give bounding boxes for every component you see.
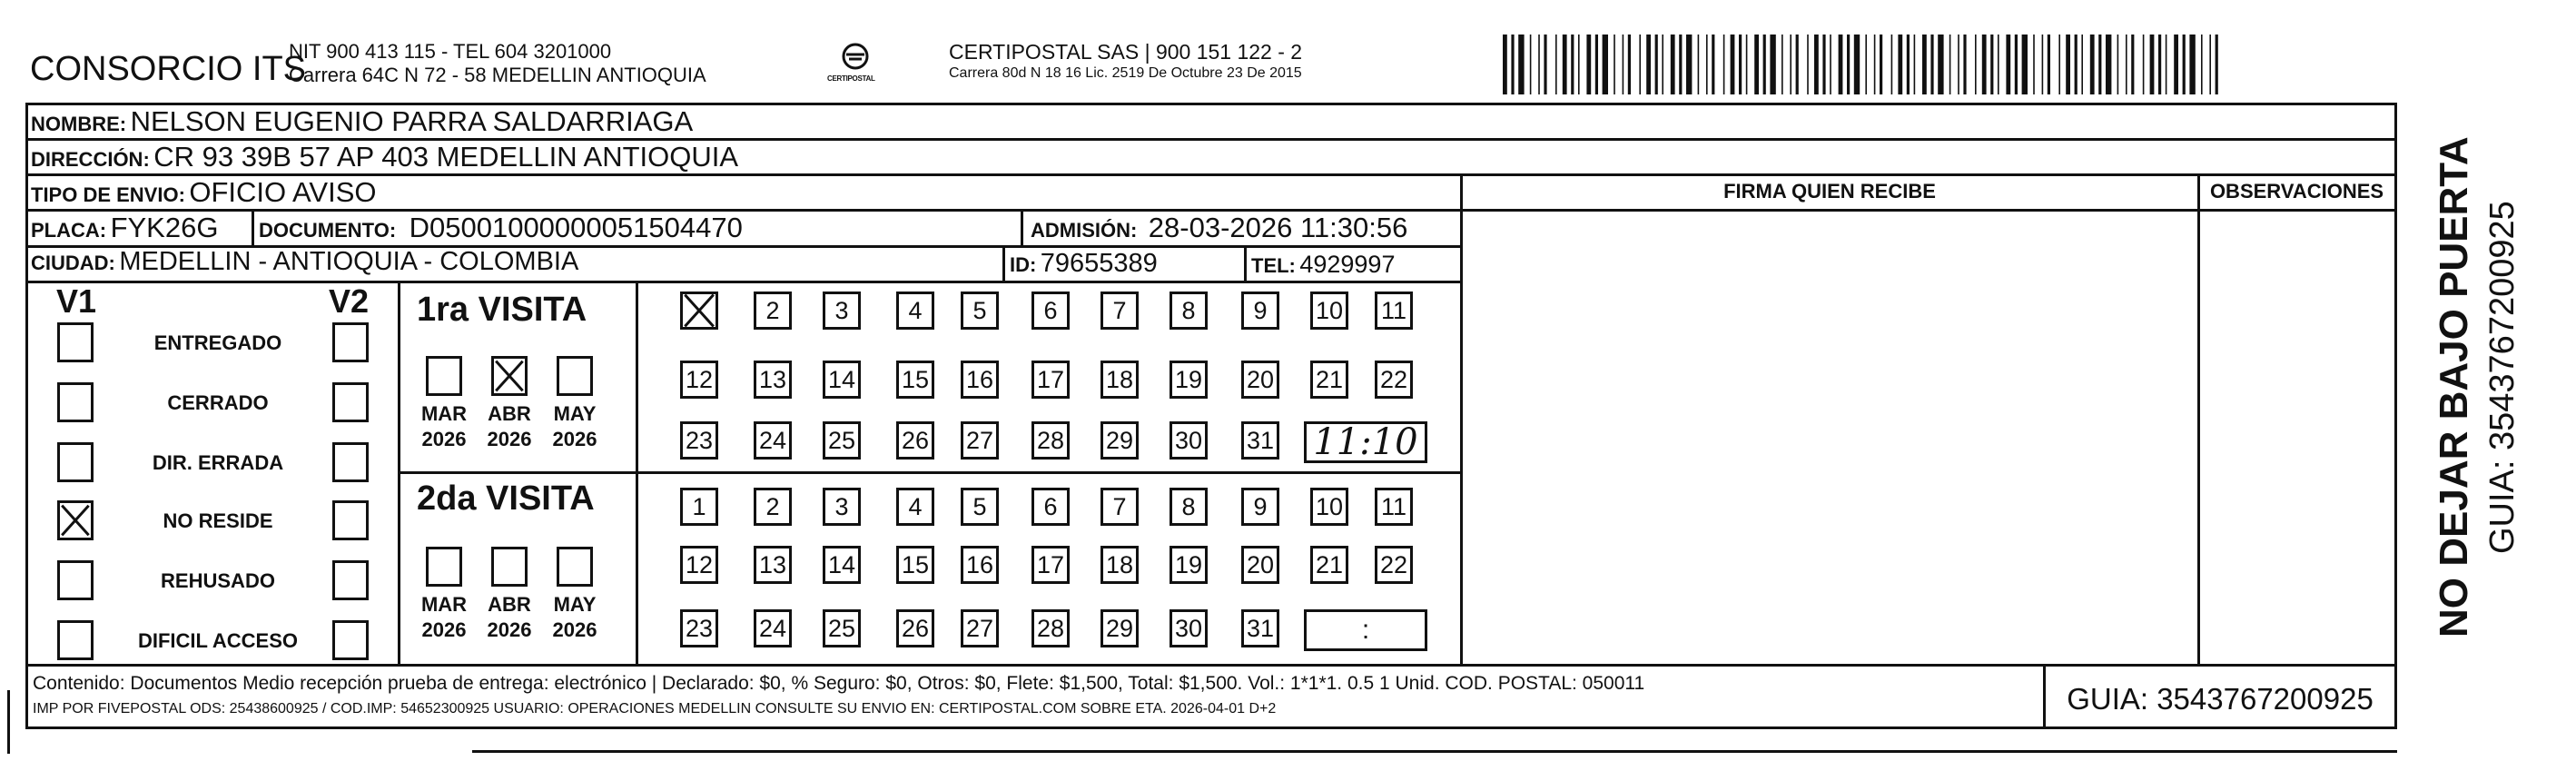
visit2-day-box[interactable] [961, 546, 999, 584]
visit1-day-box[interactable] [1031, 421, 1070, 460]
name-label: NOMBRE: [31, 113, 127, 135]
visit2-day-number: 10 [1315, 492, 1344, 520]
visit2-day-number: 14 [827, 550, 856, 578]
company-nit: NIT 900 413 115 - TEL 604 3201000 [289, 40, 612, 63]
certipostal-logo [827, 38, 880, 87]
visit2-month-checkbox[interactable] [491, 547, 528, 587]
document-label: DOCUMENTO: [259, 219, 397, 242]
visit1-day-number: 10 [1315, 296, 1344, 324]
visit1-day-box[interactable] [680, 292, 718, 330]
status-label: ENTREGADO [153, 331, 282, 354]
visit2-day-box[interactable] [1031, 609, 1070, 647]
visit1-day-number: 24 [758, 426, 787, 454]
v2-checkbox[interactable] [332, 620, 369, 660]
visit2-day-box[interactable] [754, 609, 792, 647]
visit2-day-number: 4 [908, 492, 923, 520]
visit1-day-number: 5 [972, 296, 987, 324]
city-row [31, 247, 578, 277]
visit1-day-number: 15 [901, 365, 930, 393]
carrier-address: Carrera 80d N 18 16 Lic. 2519 De Octubre 23 De 2015 [949, 65, 1302, 81]
signature-area[interactable] [1464, 212, 2196, 662]
shipment-type: OFICIO AVISO [189, 176, 377, 208]
recipient-name: NELSON EUGENIO PARRA SALDARRIAGA [130, 105, 694, 137]
visit2-day-number: 19 [1174, 550, 1203, 578]
visit1-day-number: 30 [1174, 426, 1203, 454]
visit2-day-number: 12 [685, 550, 714, 578]
visit1-day-number: 25 [827, 426, 856, 454]
visit2-day-box[interactable] [1100, 546, 1139, 584]
address-row [31, 141, 738, 173]
visit2-day-box[interactable] [1310, 488, 1348, 526]
v2-checkbox[interactable] [332, 500, 369, 540]
visit1-day-number: 16 [965, 365, 994, 393]
v1-header: V1 [56, 282, 97, 320]
visit2-day-box[interactable] [680, 546, 718, 584]
barcode [1501, 35, 2223, 94]
visit2-day-box[interactable] [1031, 546, 1070, 584]
recipient-address: CR 93 39B 57 AP 403 MEDELLIN ANTIOQUIA [153, 141, 739, 173]
visit2-day-number: 9 [1253, 492, 1268, 520]
visit1-day-number: 6 [1043, 296, 1058, 324]
logo-caption: CERTIPOSTAL [827, 74, 875, 83]
visit2-day-number: 2 [765, 492, 780, 520]
visit1-month-label: MAR 2026 [420, 402, 468, 450]
visit2-month-checkbox[interactable] [426, 547, 462, 587]
visit1-day-box[interactable] [1375, 292, 1413, 330]
visit2-day-box[interactable] [1375, 488, 1413, 526]
visit2-day-box[interactable] [1310, 546, 1348, 584]
visit1-day-box[interactable] [1031, 292, 1070, 330]
visit2-day-box[interactable] [1375, 546, 1413, 584]
v2-checkbox[interactable] [332, 322, 369, 362]
visit1-month-label: ABR 2026 [487, 402, 532, 450]
visit2-day-number: 27 [965, 614, 994, 642]
visit2-day-number: 6 [1043, 492, 1058, 520]
visit2-day-box[interactable] [896, 488, 934, 526]
plate-value: FYK26G [110, 212, 219, 243]
visit1-day-number: 7 [1112, 296, 1127, 324]
visit1-day-box[interactable] [1310, 292, 1348, 330]
v2-checkbox[interactable] [332, 560, 369, 600]
visit2-day-number: 7 [1112, 492, 1127, 520]
side-warning: NO DEJAR BAJO PUERTA [2432, 136, 2476, 637]
visit2-day-box[interactable] [1241, 546, 1279, 584]
visit2-day-box[interactable] [1100, 488, 1139, 526]
visit2-day-box[interactable] [754, 488, 792, 526]
visit1-day-number: 17 [1036, 365, 1065, 393]
footer-print-info: IMP POR FIVEPOSTAL ODS: 25438600925 / COD.IMP: 54652300925 USUARIO: OPERACIONES MEDELLIN CONSULTE SU ENVIO EN: CERTIPOSTAL.COM SOBRE ETA. 2026-04-01 D+2 [33, 701, 1277, 717]
visit2-day-number: 1 [692, 492, 706, 520]
visit1-day-number: 18 [1105, 365, 1134, 393]
visit2-day-number: 31 [1246, 614, 1275, 642]
visit1-day-box[interactable] [1241, 292, 1279, 330]
visit2-day-number: 15 [901, 550, 930, 578]
visit2-day-box[interactable] [896, 609, 934, 647]
visit1-day-number: 26 [901, 426, 930, 454]
visit1-day-number: 4 [908, 296, 923, 324]
visit2-day-number: 18 [1105, 550, 1134, 578]
visit1-day-number: 9 [1253, 296, 1268, 324]
city-value: MEDELLIN - ANTIOQUIA - COLOMBIA [119, 247, 579, 276]
footer-guide: GUIA: 3543767200925 [2067, 682, 2374, 716]
visit2-month-label: ABR 2026 [487, 593, 532, 641]
bottom-rule [472, 750, 2397, 753]
id-value: 79655389 [1040, 249, 1158, 278]
visit2-day-box[interactable] [823, 609, 861, 647]
visit1-day-box[interactable] [1375, 361, 1413, 399]
visit1-day-number: 21 [1315, 365, 1344, 393]
visit2-day-box[interactable] [823, 488, 861, 526]
visit2-day-box[interactable] [823, 546, 861, 584]
visit2-day-box[interactable] [896, 546, 934, 584]
visit2-day-number: 29 [1105, 614, 1134, 642]
company-name: CONSORCIO ITS [30, 50, 307, 88]
visit1-day-box[interactable] [1170, 361, 1208, 399]
visit1-day-number: 12 [685, 365, 714, 393]
visit1-day-number: 29 [1105, 426, 1134, 454]
document-row [259, 212, 743, 244]
visit1-day-number: 28 [1036, 426, 1065, 454]
visit1-day-box[interactable] [823, 421, 861, 460]
visit2-month-label: MAY 2026 [552, 593, 597, 641]
visit2-day-box[interactable] [1170, 546, 1208, 584]
visit2-day-number: 8 [1181, 492, 1196, 520]
visit1-day-number: 3 [834, 296, 849, 324]
v2-header: V2 [329, 282, 370, 320]
visit1-day-box[interactable] [754, 292, 792, 330]
visit1-day-box[interactable] [1241, 421, 1279, 460]
visit1-month-checkbox[interactable] [426, 356, 462, 396]
type-row [31, 176, 377, 209]
id-label: ID: [1010, 253, 1037, 276]
visit1-day-box[interactable] [754, 361, 792, 399]
visit1-day-box[interactable] [1310, 361, 1348, 399]
visit1-day-box[interactable] [1100, 361, 1139, 399]
visit2-day-number: 26 [901, 614, 930, 642]
visit1-day-number: 11 [1380, 296, 1407, 324]
admission-label: ADMISIÓN: [1031, 219, 1138, 242]
v2-checkbox[interactable] [332, 442, 369, 482]
visit1-month-checkbox[interactable] [491, 356, 528, 396]
visit1-day-box[interactable] [1100, 421, 1139, 460]
visit1-day-number: 22 [1379, 365, 1408, 393]
visit2-day-box[interactable] [961, 488, 999, 526]
visit1-day-box[interactable] [1170, 292, 1208, 330]
visit1-day-number: 20 [1246, 365, 1275, 393]
tel-row [1251, 251, 1395, 279]
visit1-day-box[interactable] [896, 361, 934, 399]
id-row [1010, 249, 1158, 279]
city-label: CIUDAD: [31, 252, 115, 274]
visit2-day-box[interactable] [961, 609, 999, 647]
visit2-day-number: 23 [685, 614, 714, 642]
visit2-day-number: 24 [758, 614, 787, 642]
company-address: Carrera 64C N 72 - 58 MEDELLIN ANTIOQUIA [289, 64, 706, 86]
visit2-day-box[interactable] [680, 488, 718, 526]
visit1-day-number: 8 [1181, 296, 1196, 324]
tel-value: 4929997 [1299, 251, 1396, 278]
observations-header: OBSERVACIONES [2209, 180, 2384, 203]
plate-label: PLACA: [31, 219, 107, 242]
visit2-day-number: 3 [834, 492, 849, 520]
status-label: CERRADO [167, 391, 269, 414]
visit2-title: 2da VISITA [417, 479, 595, 518]
visit2-day-number: 5 [972, 492, 987, 520]
visit1-day-box[interactable] [680, 421, 718, 460]
visit2-day-box[interactable] [754, 546, 792, 584]
visit1-day-number: 14 [827, 365, 856, 393]
visit1-day-box[interactable] [896, 292, 934, 330]
visit1-month-checkbox[interactable] [557, 356, 593, 396]
signature-header: FIRMA QUIEN RECIBE [1723, 180, 1936, 203]
left-rule [7, 690, 10, 754]
visit1-day-box[interactable] [961, 292, 999, 330]
visit2-day-number: 22 [1379, 550, 1408, 578]
visit2-day-box[interactable] [1241, 609, 1279, 647]
visit1-day-number: 27 [965, 426, 994, 454]
visit2-day-number: 16 [965, 550, 994, 578]
status-label: DIFICIL ACCESO [137, 629, 298, 652]
visit2-day-number: 11 [1380, 492, 1407, 520]
side-guide: GUIA: 3543767200925 [2483, 201, 2522, 554]
visit1-day-box[interactable] [823, 361, 861, 399]
visit2-day-number: 20 [1246, 550, 1275, 578]
status-label: NO RESIDE [163, 509, 273, 532]
name-row [31, 105, 693, 138]
visit1-day-box[interactable] [680, 361, 718, 399]
visit2-month-label: MAR 2026 [420, 593, 468, 641]
visit2-day-box[interactable] [1170, 488, 1208, 526]
visit2-day-box[interactable] [1170, 609, 1208, 647]
visit2-month-checkbox[interactable] [557, 547, 593, 587]
visit2-day-number: 13 [758, 550, 787, 578]
visit2-day-box[interactable] [1100, 609, 1139, 647]
visit1-title: 1ra VISITA [417, 291, 587, 329]
visit1-month-label: MAY 2026 [552, 402, 597, 450]
footer-contents: Contenido: Documentos Medio recepción prueba de entrega: electrónico | Declarado: $0, % Seguro: $0, Otros: $0, Flete: $1,500, Total: $1,500. Vol.: 1*1*1. 0.5 1 Unid. COD. POSTAL: 050011 [33, 673, 1645, 694]
address-label: DIRECCIÓN: [31, 148, 150, 171]
visit1-day-box[interactable] [823, 292, 861, 330]
visit1-day-box[interactable] [1100, 292, 1139, 330]
document-value: D05001000000051504470 [409, 212, 743, 243]
observations-area[interactable] [2201, 212, 2393, 662]
visit2-day-number: 28 [1036, 614, 1065, 642]
plate-row [31, 212, 218, 244]
visit2-day-box[interactable] [1241, 488, 1279, 526]
visit1-day-box[interactable] [1031, 361, 1070, 399]
visit1-time-box[interactable]: 11:10 [1304, 421, 1427, 463]
admission-value: 28-03-2026 11:30:56 [1148, 212, 1408, 243]
admission-row [1031, 212, 1407, 244]
visit2-day-number: 25 [827, 614, 856, 642]
visit2-day-number: 30 [1174, 614, 1203, 642]
visit1-day-box[interactable] [1170, 421, 1208, 460]
visit1-day-box[interactable] [961, 361, 999, 399]
visit1-day-box[interactable] [896, 421, 934, 460]
visit2-day-box[interactable] [1031, 488, 1070, 526]
carrier-name: CERTIPOSTAL SAS | 900 151 122 - 2 [949, 40, 1303, 64]
visit1-day-box[interactable] [754, 421, 792, 460]
visit1-day-number: 13 [758, 365, 787, 393]
visit2-day-number: 21 [1315, 550, 1344, 578]
status-label: DIR. ERRADA [152, 451, 284, 474]
v2-checkbox[interactable] [332, 382, 369, 422]
visit1-day-number: 31 [1246, 426, 1275, 454]
visit1-day-number: 19 [1174, 365, 1203, 393]
visit2-day-number: 17 [1036, 550, 1065, 578]
status-label: REHUSADO [161, 569, 275, 592]
visit2-time-box[interactable]: : [1304, 609, 1427, 651]
tel-label: TEL: [1251, 254, 1296, 277]
visit2-day-box[interactable] [680, 609, 718, 647]
visit1-day-box[interactable] [961, 421, 999, 460]
visit1-day-number: 2 [765, 296, 780, 324]
type-label: TIPO DE ENVIO: [31, 183, 185, 206]
visit1-day-number: 23 [685, 426, 714, 454]
visit1-day-box[interactable] [1241, 361, 1279, 399]
